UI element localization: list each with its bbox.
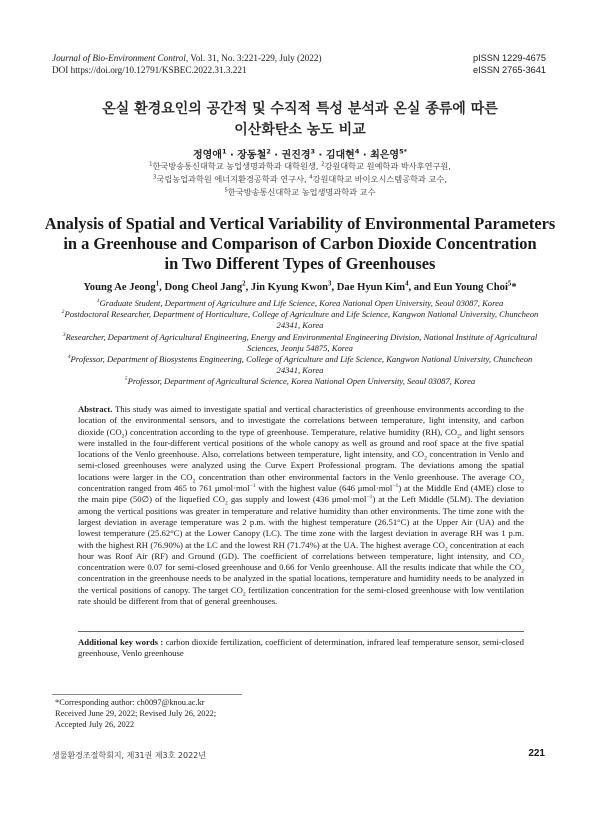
author-sup: 1 xyxy=(221,147,227,156)
author-sup: 4 xyxy=(354,147,360,156)
keywords-label: Additional key words : xyxy=(78,637,164,647)
english-affiliation xyxy=(60,309,540,331)
keywords-text: carbon dioxide fertilization, coefficient of determination, infrared leaf temperature sensor, semi-closed greenhouse, Venlo greenhouse xyxy=(78,637,524,659)
author-sup: 2 xyxy=(266,147,271,156)
author-sup: 2 xyxy=(242,280,246,288)
journal-details: , Vol. 31, No. 3:221-229, July (2022) xyxy=(185,53,322,63)
author-separator: · xyxy=(359,150,371,161)
keywords-divider xyxy=(78,631,524,632)
corresponding-star: * xyxy=(511,282,517,293)
author-sup: 4 xyxy=(405,280,409,288)
korean-affiliation: 강원대학교 바이오시스템공학과 교수, xyxy=(312,174,447,184)
affil-sup: 1 xyxy=(96,298,100,305)
author-separator: · xyxy=(270,150,282,161)
korean-affiliations xyxy=(0,160,600,199)
affil-text: Professor, Department of Biosystems Engineering, College of Agriculture and Life Science, Kangwon National University, Chuncheon 24341, Korea xyxy=(70,354,533,376)
subscript: 2 xyxy=(242,591,246,598)
author-separator: · xyxy=(315,150,326,161)
abstract-text: gas supply and lowest (436 μmol·mol xyxy=(227,494,367,505)
subscript: 2 xyxy=(424,455,427,462)
english-author: , Jin Kyung Kwon xyxy=(245,282,329,293)
affil-text: Graduate Student, Department of Agriculture and Life Science, Korea National Open University, Seoul 03087, Korea xyxy=(99,298,504,308)
abstract-text: This study was aimed to investigate spatial and vertical characteristics of greenhouse environments according to the location of the environmental sensors, and to investigate the correlations between temperature, light intensity, and carbon dioxide (CO xyxy=(78,404,524,437)
english-affiliation xyxy=(60,354,540,376)
journal-header xyxy=(52,52,322,76)
english-title xyxy=(30,214,570,274)
abstract-label: Abstract. xyxy=(78,404,113,414)
abstract-text: with the highest value (646 μmol·mol xyxy=(255,483,393,494)
eissn: eISSN 2765-3641 xyxy=(472,65,546,75)
page-number: 221 xyxy=(528,748,545,759)
abstract xyxy=(78,404,524,607)
english-affiliations xyxy=(60,298,540,388)
superscript: −1 xyxy=(366,494,373,501)
english-title-line3: in Two Different Types of Greenhouses xyxy=(164,254,436,273)
affil-text: Professor, Department of Agricultural Science, Korea National Open University, Seoul 03087, Korea xyxy=(127,376,476,387)
affil-sup: 4 xyxy=(309,174,313,181)
abstract-text: concentration in the greenhouse needs to be analyzed in the spatial locations, temperature and humidity needs to be analyzed in the vertical positions of canopy. The target CO xyxy=(78,573,524,595)
english-authors xyxy=(0,282,600,293)
korean-title xyxy=(0,99,600,141)
korean-affiliation: 국립농업과학원 에너지환경공학과 연구사, xyxy=(156,174,310,184)
abstract-text: concentration ranged from 465 to 761 μmol·mol xyxy=(78,483,250,494)
english-author: , Dong Cheol Jang xyxy=(159,282,243,293)
english-affiliation xyxy=(60,376,540,387)
english-title-line1: Analysis of Spatial and Vertical Variability of Environmental Parameters xyxy=(44,214,556,233)
superscript: −1 xyxy=(392,483,399,490)
abstract-text: ) at the Middle End (4ME) close to the main pipe (50∅) of the liquefied CO xyxy=(78,483,524,505)
received-revised-dates: Received June 29, 2022; Revised July 26, 2022; xyxy=(55,708,217,718)
korean-author: 최은영 xyxy=(370,150,400,161)
subscript: 2 xyxy=(521,568,524,575)
english-title-line2: in a Greenhouse and Comparison of Carbon Dioxide Concentration xyxy=(63,234,537,253)
abstract-text: ) at the Left Middle (5LM). The deviation among the vertical positions was greater in temperature and relative humidity than other environments. The time zone with the largest deviation in average temperature was 2 p.m. with the highest temperature (26.51°C) at the Upper Air (UA) and the lowest temperature (25.62°C) at the Lower Canopy (LC). The time zone with the largest deviation in average RH was 1 p.m. with the highest RH (76.90%) at the LC and the lowest RH (71.74%) at the UA. The highest average CO xyxy=(78,494,524,550)
subscript: 2 xyxy=(521,557,524,564)
english-affiliation xyxy=(60,298,540,309)
author-sup: 3 xyxy=(328,280,332,288)
korean-author: 권진경 xyxy=(281,150,311,161)
journal-name: Journal of Bio-Environment Control xyxy=(52,53,186,63)
korean-title-line1: 온실 환경요인의 공간적 및 수직적 특성 분석과 온실 종류에 따른 xyxy=(102,101,498,117)
korean-author: 김대현 xyxy=(325,150,355,161)
abstract-text: concentration at each hour was Roof Air (RF) and Ground (GD). The coefficient of correlations between temperature, light intensity, and CO xyxy=(78,539,524,561)
subscript: 2 xyxy=(192,478,196,485)
affil-text: Postdoctoral Researcher, Department of Horticulture, College of Agriculture and Life Science, Kangwon National University, Chuncheon 24341, Korea xyxy=(64,309,539,331)
subscript: 2 xyxy=(444,546,448,553)
author-sup: 3 xyxy=(310,147,316,156)
english-author: Young Ae Jeong xyxy=(83,282,156,293)
korean-affiliation: 강원대학교 원예학과 박사후연구원, xyxy=(324,161,451,171)
subscript: 2 xyxy=(224,501,228,508)
journal-citation xyxy=(52,52,322,64)
abstract-text: ) concentration according to the type of greenhouse. Temperature, relative humidity (RH), CO xyxy=(124,426,458,437)
korean-affiliation: 한국방송통신대학교 농업생명과학과 대학원생, xyxy=(152,161,322,171)
korean-author: 장동철 xyxy=(237,150,267,161)
affil-text: Researcher, Department of Agricultural Engineering, Energy and Environmental Engineering Division, National Institute of Agricultural Sciences, Jeonju 54875, Korea xyxy=(65,331,538,353)
abstract-text: , and light sensors were installed in the four-different vertical positions of the whole canopy as well as ground and roof space at the five spatial locations of the Venlo greenhouse. Also, correlations between temperature, light intensity, and CO xyxy=(78,426,524,460)
footnote xyxy=(55,698,216,730)
keywords xyxy=(78,637,524,660)
abstract-text: fertilization concentration for the semi-closed greenhouse with low ventilation rate should be different from that of general greenhouses. xyxy=(78,584,524,607)
affil-sup: 2 xyxy=(61,309,65,316)
doi[interactable]: DOI https://doi.org/10.12791/KSBEC.2022.31.3.221 xyxy=(52,65,247,75)
author-sup: 1 xyxy=(155,280,160,288)
korean-author: 정영애 xyxy=(192,150,222,161)
affil-sup: 4 xyxy=(67,354,71,361)
abstract-text: concentration in Venlo and semi-closed greenhouses were analyzed using the Curve Expert Professional program. The deviations among the spatial locations were larger in the CO xyxy=(78,449,525,482)
english-author: , Dae Hyun Kim xyxy=(331,282,406,293)
accepted-date: Accepted July 26, 2022 xyxy=(55,719,135,729)
affil-sup: 5 xyxy=(124,376,128,383)
korean-authors xyxy=(0,146,600,161)
corresponding-author[interactable]: *Corresponding author: ch0097@knou.ac.kr xyxy=(55,698,205,707)
subscript: 2 xyxy=(457,433,460,440)
abstract-text: concentration than other environmental factors in the Venlo greenhouse. The average CO xyxy=(195,471,522,482)
abstract-text: concentration were 0.07 for semi-closed greenhouse and 0.66 for Venlo greenhouse. All the results indicate that while the CO xyxy=(78,562,522,573)
affil-sup: 5 xyxy=(224,187,228,194)
affil-sup: 3 xyxy=(62,331,66,338)
affil-sup: 1 xyxy=(149,161,153,168)
issn-block xyxy=(473,52,546,76)
english-affiliation xyxy=(60,332,540,354)
subscript: 2 xyxy=(121,433,125,440)
affil-sup: 2 xyxy=(321,161,325,168)
footer-journal: 생물환경조절학회지, 제31권 제3호 2022년 xyxy=(52,751,206,760)
author-separator: · xyxy=(226,150,238,161)
affil-sup: 3 xyxy=(153,174,157,181)
korean-title-line2: 이산화탄소 농도 비교 xyxy=(234,122,366,138)
author-sup: 5 xyxy=(507,280,512,288)
pissn: pISSN 1229-4675 xyxy=(472,53,546,63)
footnote-divider xyxy=(52,694,242,695)
korean-affiliation: 한국방송통신대학교 농업생명과학과 교수 xyxy=(227,187,376,197)
author-sup: 5* xyxy=(399,147,408,156)
superscript: −1 xyxy=(249,483,256,490)
english-author: , and Eun Young Choi xyxy=(408,282,508,293)
subscript: 2 xyxy=(521,478,524,485)
